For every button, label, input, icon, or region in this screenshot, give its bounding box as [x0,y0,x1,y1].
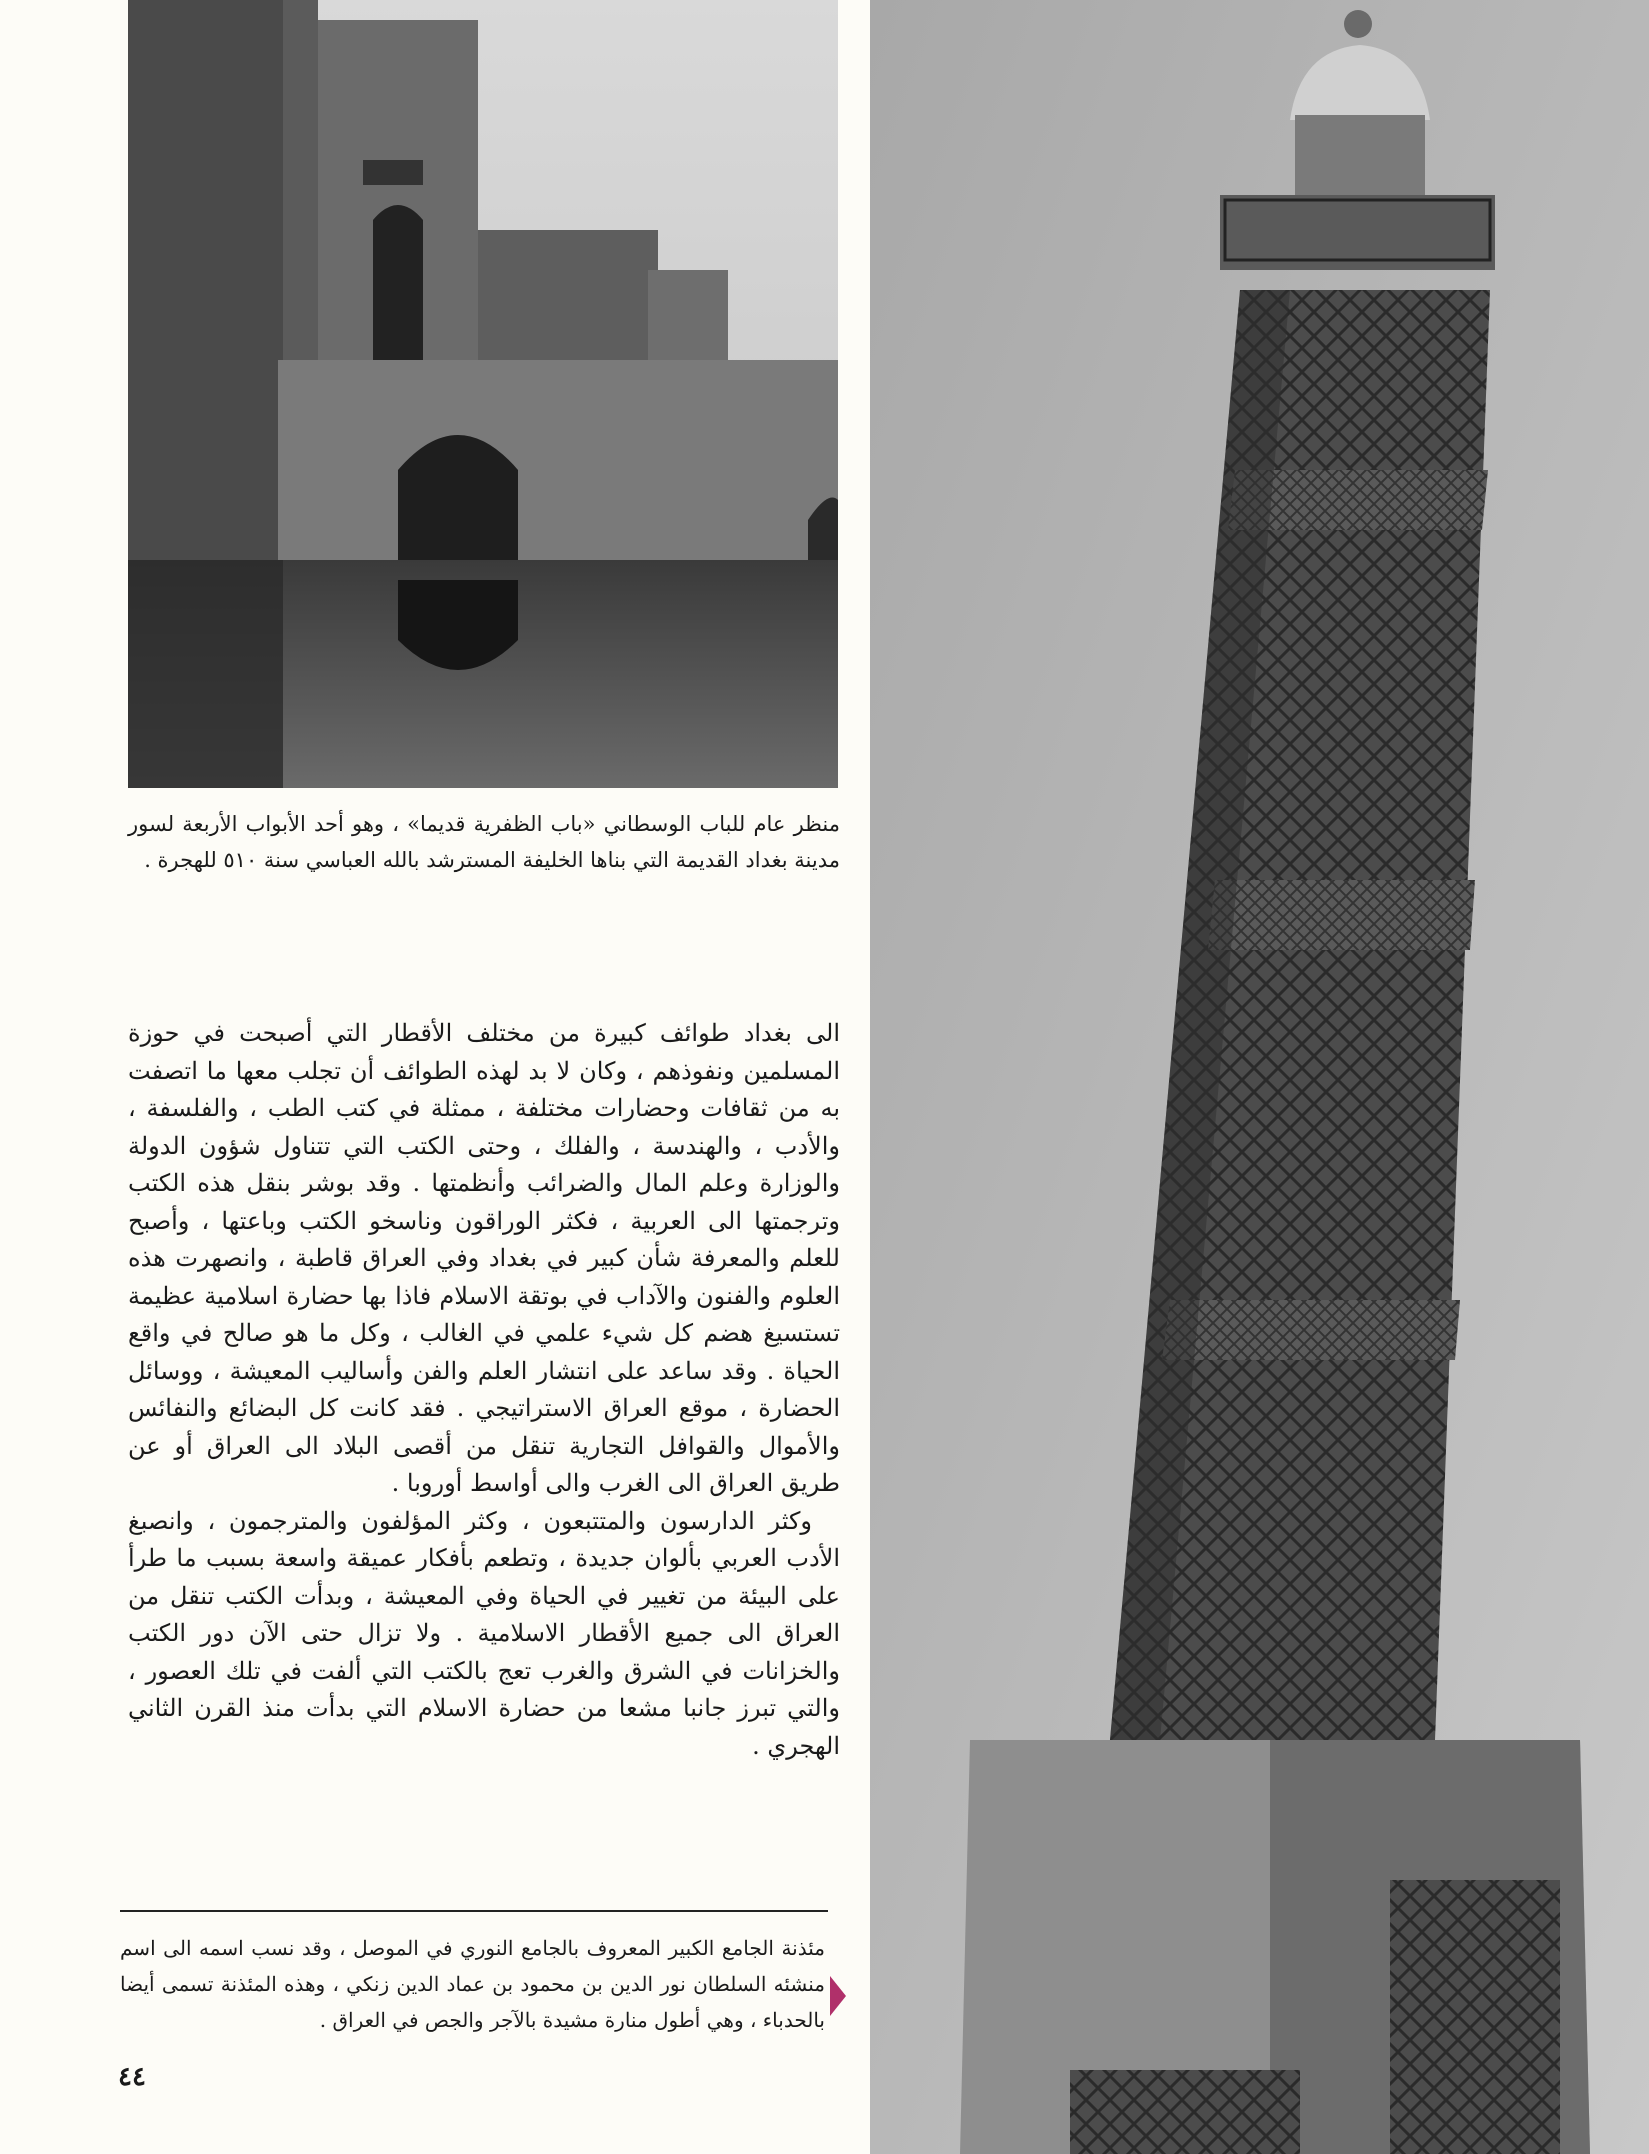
page-number: ٤٤ [118,2062,146,2092]
minaret-photo [870,0,1649,2154]
gate-caption: منظر عام للباب الوسطاني «باب الظفرية قديما» ، وهو أحد الأبواب الأربعة لسور مدينة بغداد القديمة التي بناها الخليفة المسترشد بالله العباسي سنة ٥١٠ للهجرة . [128,812,840,872]
article-body [128,1015,840,1765]
caption-divider [120,1910,828,1912]
gate-photo [128,0,838,788]
minaret-caption: مئذنة الجامع الكبير المعروف بالجامع النوري في الموصل ، وقد نسب اسمه الى اسم منشئه السلطان نور الدين بن محمود بن عماد الدين زنكي ، وهذه المئذنة تسمى أيضا بالحدباء ، وهي أطول منارة مشيدة بالآجر والجص في العراق . [120,1936,825,2032]
body-paragraph: وكثر الدارسون والمتتبعون ، وكثر المؤلفون والمترجمون ، وانصبغ الأدب العربي بألوان جديدة ، وتطعم بأفكار عميقة واسعة بسبب ما طرأ على البيئة من تغيير في الحياة وفي المعيشة ، وبدأت الكتب تنقل من العراق الى جميع الأقطار الاسلامية . ولا تزال حتى الآن دور الكتب والخزانات في الشرق والغرب تعج بالكتب التي ألفت في تلك العصور ، والتي تبرز جانبا مشعا من حضارة الاسلام التي بدأت منذ القرن الثاني الهجري . [128,1506,841,1760]
body-paragraph: الى بغداد طوائف كبيرة من مختلف الأقطار التي أصبحت في حوزة المسلمين ونفوذهم ، وكان لا بد لهذه الطوائف أن تجلب معها ما اتصفت به من ثقافات وحضارات مختلفة ، ممثلة في كتب الطب ، والفلسفة ، والأدب ، والهندسة ، والفلك ، وحتى الكتب التي تتناول شؤون الدولة والوزارة وعلم المال والضرائب وأنظمتها . وقد بوشر بنقل هذه الكتب وترجمتها الى العربية ، فكثر الوراقون وناسخو الكتب وباعتها ، وأصبح للعلم والمعرفة شأن كبير في بغداد وفي العراق قاطبة ، وانصهرت هذه العلوم والفنون والآداب في بوتقة الاسلام فاذا بها حضارة اسلامية عظيمة تستسيغ هضم كل شيء علمي في الغالب ، وكل ما هو صالح في واقع الحياة . وقد ساعد على انتشار العلم والفن وأساليب المعيشة ، ووسائل الحضارة ، موقع العراق الاستراتيجي . فقد كانت كل البضائع والنفائس والأموال والقوافل التجارية تنقل من أقصى البلاد الى العراق أو عن طريق العراق الى الغرب والى أواسط أوروبا . [128,1019,840,1497]
caption-marker-icon [830,1976,846,2016]
